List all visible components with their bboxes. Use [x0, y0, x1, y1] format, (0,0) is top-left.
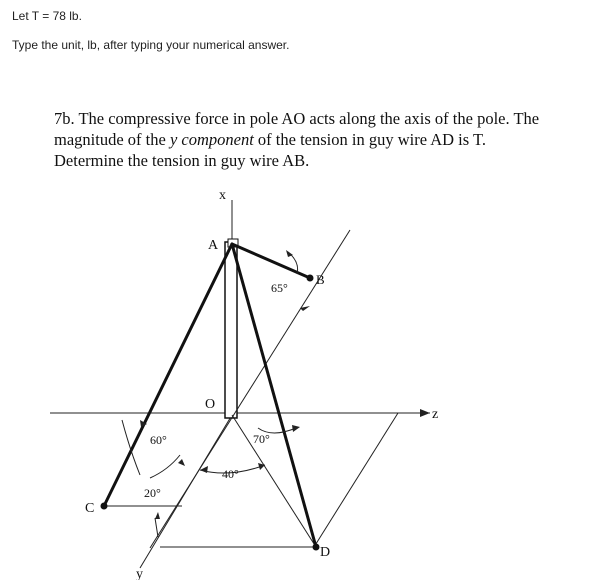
- axes: [50, 200, 430, 568]
- let-statement: Let T = 78 lb.: [12, 9, 82, 23]
- angle-label-od: 40°: [222, 467, 239, 481]
- angle-label-c-ground: 20°: [144, 486, 161, 500]
- label-b: B: [316, 272, 325, 287]
- problem-line-2-pre: magnitude of the: [54, 130, 170, 149]
- label-c: C: [85, 501, 95, 516]
- point-c-dot: [101, 503, 108, 510]
- arrow-od-right: [258, 463, 265, 470]
- label-d: D: [320, 545, 331, 560]
- angle-label-ad: 70°: [253, 432, 270, 446]
- problem-line-3: Determine the tension in guy wire AB.: [54, 151, 310, 170]
- point-b-dot: [307, 275, 314, 282]
- d-projection-right: [314, 413, 398, 547]
- pole-ao: [225, 242, 237, 418]
- angle-label-ac: 60°: [150, 433, 167, 447]
- label-o: O: [205, 397, 216, 412]
- arrow-c-ground: [155, 512, 160, 519]
- z-axis-arrowhead: [420, 409, 430, 417]
- arc-c-ground: [155, 518, 158, 537]
- arc-oc: [150, 455, 180, 478]
- instructions-text: Type the unit, lb, after typing your numerical answer.: [12, 38, 290, 52]
- construction-lines: [104, 230, 398, 548]
- label-x-axis: x: [219, 188, 226, 203]
- problem-line-1: 7b. The compressive force in pole AO acts along the axis of the pole. The: [54, 109, 540, 128]
- problem-line-2-post: of the tension in guy wire AD is T.: [253, 130, 486, 149]
- angle-label-ab: 65°: [271, 281, 288, 295]
- wire-ab: [232, 244, 310, 278]
- arrow-oc: [178, 459, 185, 466]
- arrow-ad: [292, 425, 300, 432]
- label-y-axis: y: [136, 567, 143, 580]
- o-to-d-line: [232, 415, 316, 547]
- label-z-axis: z: [432, 407, 439, 422]
- point-d-dot: [313, 544, 320, 551]
- label-a: A: [208, 238, 219, 253]
- problem-y-component: y component: [169, 130, 254, 149]
